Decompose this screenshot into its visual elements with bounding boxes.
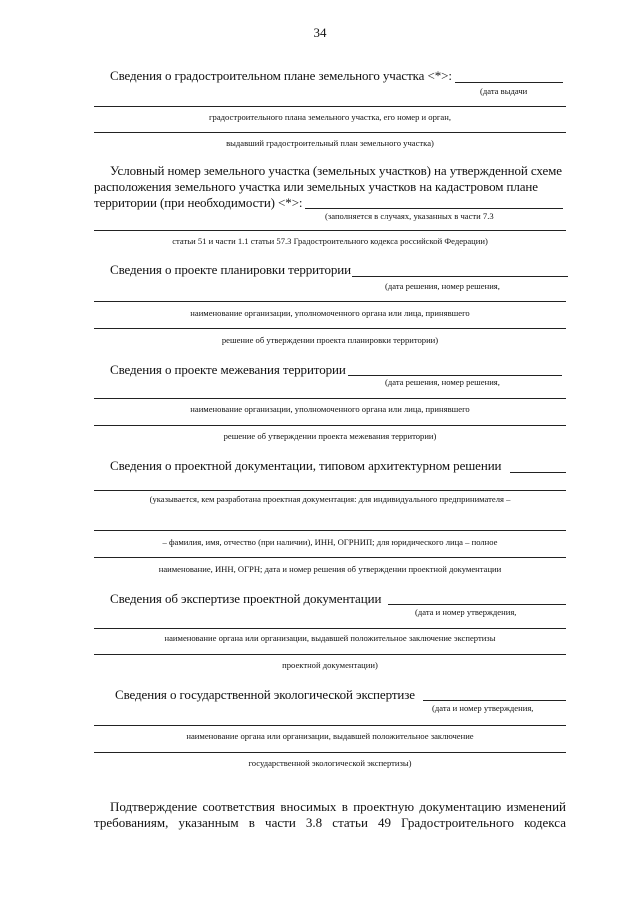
survey-project-line-2	[94, 398, 566, 399]
expertise-note-2: наименование органа или организации, выдавшей положительное заключение экспертизы	[164, 633, 496, 643]
project-docs-line-4	[94, 557, 566, 558]
eco-expertise-heading: Сведения о государственной экологической экспертизе	[115, 687, 415, 702]
gradplan-date-line	[455, 82, 563, 83]
gradplan-heading: Сведения о градостроительном плане земельного участка <*>:	[110, 68, 452, 83]
planning-project-line-1	[352, 276, 568, 277]
project-docs-heading: Сведения о проектной документации, типовом архитектурном решении	[110, 458, 502, 473]
gradplan-note-2: градостроительного плана земельного участка, его номер и орган,	[209, 112, 451, 122]
survey-project-heading: Сведения о проекте межевания территории	[110, 362, 346, 377]
cadastral-value-line	[305, 208, 563, 209]
planning-project-line-2	[94, 301, 566, 302]
expertise-line-1	[388, 604, 566, 605]
cadastral-line-3: территории (при необходимости) <*>:	[94, 195, 303, 210]
gradplan-line-2	[94, 106, 566, 107]
confirmation-line-2: требованиям, указанным в части 3.8 статьи 49 Градостроительного кодекса	[94, 815, 566, 830]
gradplan-note-3: выдавший градостроительный план земельного участка)	[226, 138, 434, 148]
eco-expertise-line-1	[423, 700, 566, 701]
cadastral-line-2: расположения земельного участка или земельных участков на кадастровом плане	[94, 179, 538, 194]
eco-expertise-note-2: наименование органа или организации, выдавшей положительное заключение	[186, 731, 474, 741]
expertise-heading: Сведения об экспертизе проектной документации	[110, 591, 382, 606]
survey-project-line-3	[94, 425, 566, 426]
project-docs-line-1	[510, 472, 566, 473]
project-docs-note-2: – фамилия, имя, отчество (при наличии), ИНН, ОГРНИП; для юридического лица – полное	[162, 537, 498, 547]
cadastral-note-1: (заполняется в случаях, указанных в части 7.3	[325, 211, 494, 221]
project-docs-note-1: (указывается, кем разработана проектная документация: для индивидуального предпринимателя –	[149, 494, 511, 504]
expertise-line-2	[94, 628, 566, 629]
page-number: 34	[313, 25, 327, 40]
planning-project-heading: Сведения о проекте планировки территории	[110, 262, 351, 277]
eco-expertise-note-1: (дата и номер утверждения,	[432, 703, 534, 713]
expertise-note-1: (дата и номер утверждения,	[415, 607, 517, 617]
eco-expertise-note-3: государственной экологической экспертизы)	[248, 758, 412, 768]
project-docs-note-3: наименование, ИНН, ОГРН; дата и номер решения об утверждении проектной документации	[158, 564, 502, 574]
gradplan-note-date: (дата выдачи	[480, 86, 528, 96]
expertise-line-3	[94, 654, 566, 655]
planning-project-note-2: наименование организации, уполномоченного органа или лица, принявшего	[190, 308, 470, 318]
project-docs-line-3	[94, 530, 566, 531]
expertise-note-3: проектной документации)	[282, 660, 378, 670]
confirmation-line-1: Подтверждение соответствия вносимых в проектную документацию изменений	[110, 799, 566, 814]
eco-expertise-line-3	[94, 752, 566, 753]
cadastral-note-2: статьи 51 и части 1.1 статьи 57.3 Градостроительного кодекса российской Федерации)	[172, 236, 488, 246]
cadastral-line-1: Условный номер земельного участка (земельных участков) на утвержденной схеме	[110, 163, 562, 178]
gradplan-line-3	[94, 132, 566, 133]
survey-project-note-2: наименование организации, уполномоченного органа или лица, принявшего	[190, 404, 470, 414]
planning-project-line-3	[94, 328, 566, 329]
project-docs-line-2	[94, 490, 566, 491]
planning-project-note-3: решение об утверждении проекта планировки территории)	[221, 335, 439, 345]
survey-project-line-1	[348, 375, 562, 376]
planning-project-note-1: (дата решения, номер решения,	[385, 281, 500, 291]
cadastral-line-4	[94, 230, 566, 231]
eco-expertise-line-2	[94, 725, 566, 726]
survey-project-note-1: (дата решения, номер решения,	[385, 377, 500, 387]
survey-project-note-3: решение об утверждении проекта межевания территории)	[223, 431, 437, 441]
